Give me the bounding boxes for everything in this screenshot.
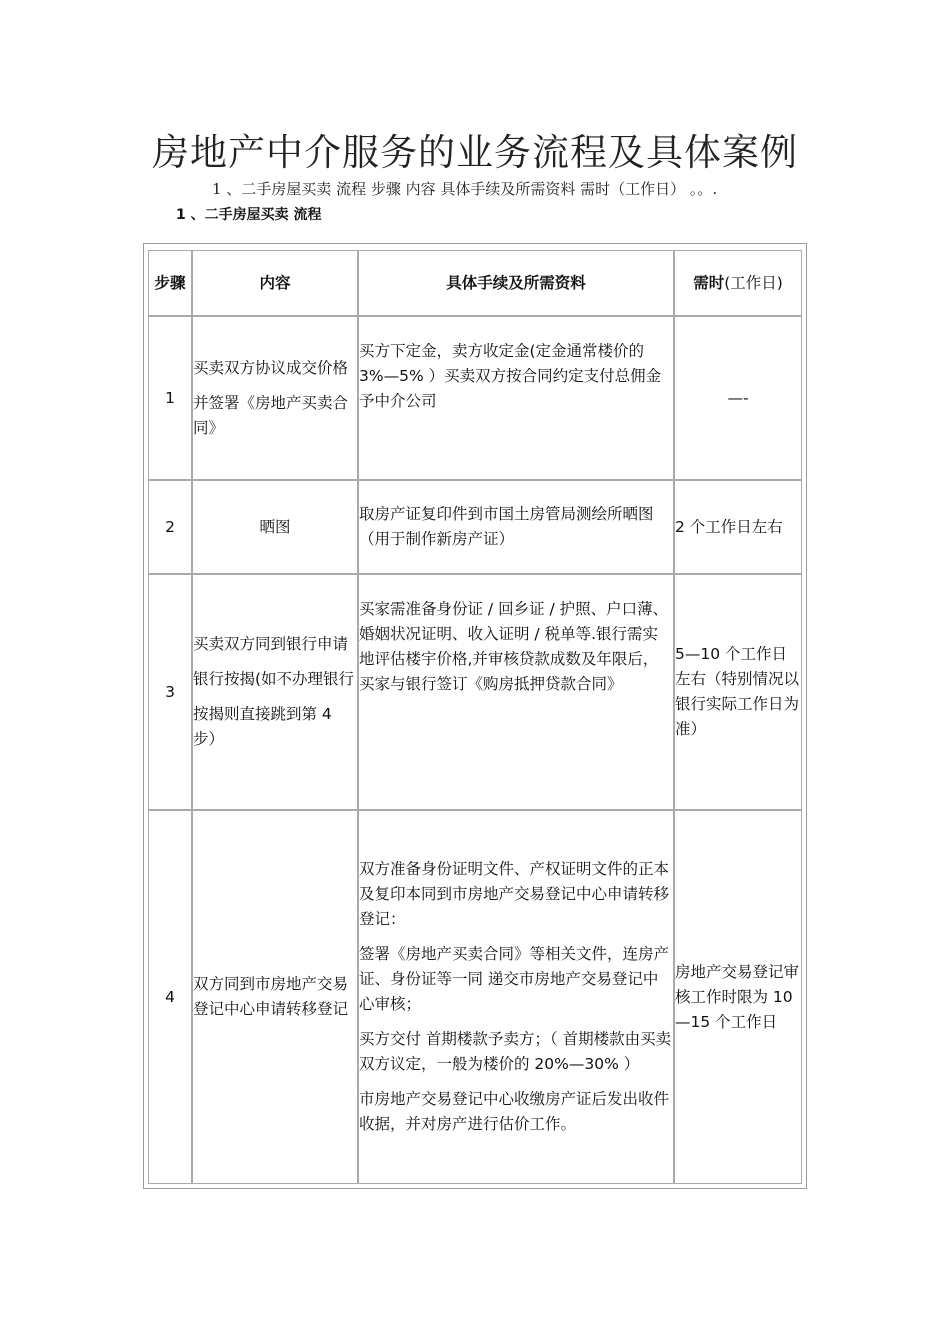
row2-time-text: 2 个工作日左右: [675, 517, 783, 536]
row2-content: 晒图: [192, 480, 358, 574]
row4-procedure-text: 双方准备身份证明文件、产权证明文件的正本及复印本同到市房地产交易登记中心申请转移登记：: [359, 860, 670, 928]
row4-content: [192, 810, 358, 1184]
row3-content: [192, 574, 358, 810]
process-table: [143, 243, 807, 1189]
header-procedures: 具体手续及所需资料: [358, 250, 674, 316]
row4-time: [674, 810, 802, 1184]
row1-procedures: [358, 316, 674, 480]
section-heading: 1 、二手房屋买卖 流程: [176, 207, 322, 223]
row1-step: 1: [148, 316, 192, 480]
header-time-label: 需时: [693, 273, 725, 292]
row2-procedure-text: 取房产证复印件到市国土房管局测绘所晒图（用于制作新房产证）: [359, 505, 654, 548]
row2-time: [674, 480, 802, 574]
row1-procedure-text: 买方下定金，卖方收定金(定金通常楼价的 3%—5% ）买卖双方按合同约定支付总佣金予中介公司: [359, 342, 662, 410]
row4-step: 4: [148, 810, 192, 1184]
row1-content-line: 并签署《房地产买卖合同》: [193, 393, 349, 437]
row3-step: 3: [148, 574, 192, 810]
row4-procedure-text: 买方交付 首期楼款予卖方；（ 首期楼款由买卖双方议定，一般为楼价的 20%—30% ）: [359, 1030, 672, 1073]
row3-content-line: 按揭则直接跳到第 4 步）: [193, 705, 332, 748]
header-time: [674, 250, 802, 316]
row3-procedures: [358, 574, 674, 810]
header-content: 内容: [192, 250, 358, 316]
row3-content-line: 银行按揭(如不办理银行: [193, 670, 355, 688]
row3-time: [674, 574, 802, 810]
row4-procedure-text: 签署《房地产买卖合同》等相关文件，连房产证、身份证等一同 递交市房地产交易登记中心审核；: [359, 945, 670, 1013]
row4-content-line: 双方同到市房地产交易登记中心申请转移登记: [193, 975, 349, 1018]
row3-time-text: 5—10 个工作日左右（特别情况以银行实际工作日为准）: [675, 645, 800, 738]
header-step: 步骤: [148, 250, 192, 316]
row2-step: 2: [148, 480, 192, 574]
row3-procedure-text: 买家需准备身份证 / 回乡证 / 护照、户口薄、婚姻状况证明、收入证明 / 税单等.银行需实地评估楼宇价格,并审核贷款成数及年限后，买家与银行签订《购房抵押贷款合同》: [359, 600, 669, 693]
row3-content-line: 买卖双方同到银行申请: [193, 635, 349, 653]
document-subtitle: 1 、二手房屋买卖 流程 步骤 内容 具体手续及所需资料 需时（工作日） 。。.: [212, 180, 718, 198]
row1-content: [192, 316, 358, 480]
header-time-unit: (工作日): [724, 273, 783, 292]
row1-time: —-: [674, 316, 802, 480]
row4-time-text: 房地产交易登记审核工作时限为 10—15 个工作日: [675, 962, 800, 1031]
document-title: 房地产中介服务的业务流程及具体案例: [152, 131, 798, 174]
row4-procedure-text: 市房地产交易登记中心收缴房产证后发出收件收据，并对房产进行估价工作。: [359, 1090, 670, 1133]
row4-procedures: [358, 810, 674, 1184]
row2-procedures: [358, 480, 674, 574]
row1-content-line: 买卖双方协议成交价格: [193, 358, 349, 377]
